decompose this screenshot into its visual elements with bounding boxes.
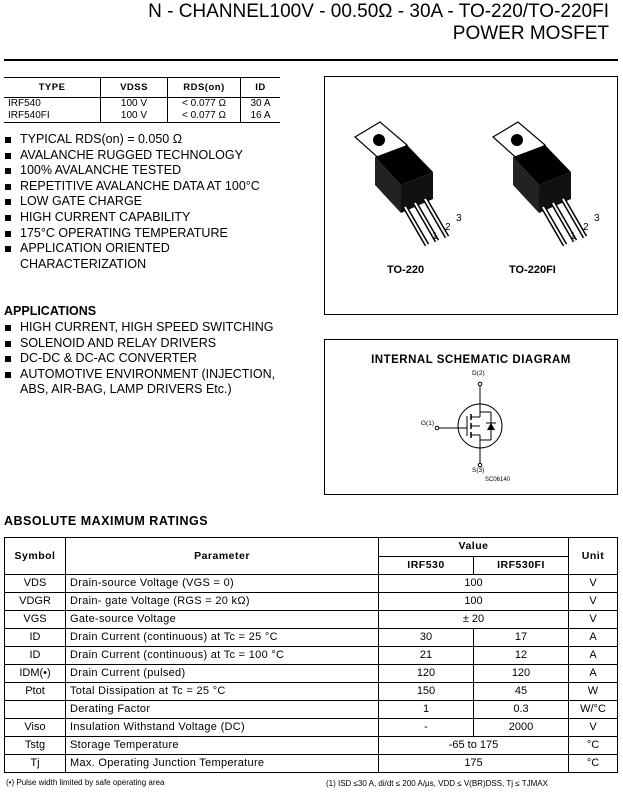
bullet-icon bbox=[5, 153, 11, 159]
table-row bbox=[5, 647, 618, 665]
value-cell: 175 bbox=[379, 755, 569, 773]
value-cell: 12 bbox=[474, 647, 569, 665]
package-box bbox=[324, 76, 618, 315]
list-item bbox=[4, 210, 304, 226]
unit-cell: °C bbox=[569, 755, 618, 773]
list-item bbox=[4, 320, 304, 336]
symbol-cell: VDS bbox=[5, 575, 66, 593]
feature-text: TYPICAL RDS(on) = 0.050 Ω bbox=[20, 132, 183, 146]
list-item bbox=[4, 241, 200, 272]
rdson-cell: < 0.077 Ω bbox=[168, 98, 241, 111]
value-sub-header: IRF530FI bbox=[474, 556, 569, 575]
unit-cell: V bbox=[569, 611, 618, 629]
feature-text: AVALANCHE RUGGED TECHNOLOGY bbox=[20, 147, 243, 162]
feature-text: 175°C OPERATING TEMPERATURE bbox=[20, 225, 228, 240]
application-text: SOLENOID AND RELAY DRIVERS bbox=[20, 335, 217, 350]
mosfet-symbol-icon bbox=[325, 340, 617, 494]
list-item bbox=[4, 367, 305, 398]
header-rule bbox=[4, 59, 618, 61]
parameter-cell: Drain Current (pulsed) bbox=[66, 665, 379, 683]
parameter-cell: Drain Current (continuous) at Tc = 100 °C bbox=[66, 647, 379, 665]
parameter-cell: Max. Operating Junction Temperature bbox=[66, 755, 379, 773]
unit-cell: W/°C bbox=[569, 701, 618, 719]
applications-heading: APPLICATIONS bbox=[4, 304, 97, 318]
table-row bbox=[5, 719, 618, 737]
pin-label: 2 bbox=[445, 222, 451, 233]
value-cell: -65 to 175 bbox=[379, 737, 569, 755]
table-row bbox=[5, 755, 618, 773]
rdson-header: RDS(on) bbox=[168, 78, 241, 98]
application-text: DC-DC & DC-AC CONVERTER bbox=[20, 351, 197, 366]
list-item bbox=[4, 194, 304, 210]
table-row bbox=[5, 611, 618, 629]
gate-label: G(1) bbox=[421, 420, 434, 427]
unit-cell: W bbox=[569, 683, 618, 701]
value-cell: 0.3 bbox=[474, 701, 569, 719]
value-cell: 100 bbox=[379, 593, 569, 611]
unit-cell: V bbox=[569, 593, 618, 611]
id-cell: 30 A bbox=[241, 98, 281, 111]
type-header: TYPE bbox=[4, 78, 101, 98]
value-cell: 21 bbox=[379, 647, 474, 665]
symbol-cell: Viso bbox=[5, 719, 66, 737]
type-cell: IRF540FI bbox=[4, 110, 101, 123]
drain-label: D(2) bbox=[472, 370, 485, 377]
value-cell: 1 bbox=[379, 701, 474, 719]
vdss-cell: 100 V bbox=[101, 110, 168, 123]
feature-text: LOW GATE CHARGE bbox=[20, 194, 143, 209]
symbol-cell: VDGR bbox=[5, 593, 66, 611]
parameter-cell: Drain Current (continuous) at Tc = 25 °C bbox=[66, 629, 379, 647]
document-title: N - CHANNEL100V - 00.50Ω - 30A - TO-220/TO-220FI bbox=[148, 1, 609, 22]
parameter-cell: Derating Factor bbox=[66, 701, 379, 719]
value-cell: 150 bbox=[379, 683, 474, 701]
parameter-cell: Drain-source Voltage (VGS = 0) bbox=[66, 575, 379, 593]
id-cell: 16 A bbox=[241, 110, 281, 123]
bullet-icon bbox=[5, 372, 11, 378]
table-row bbox=[5, 665, 618, 683]
value-cell: 120 bbox=[379, 665, 474, 683]
table-row bbox=[5, 701, 618, 719]
symbol-header: Symbol bbox=[5, 538, 66, 575]
symbol-cell: VGS bbox=[5, 611, 66, 629]
schematic-box bbox=[324, 339, 618, 495]
parameter-cell: Storage Temperature bbox=[66, 737, 379, 755]
bullet-icon bbox=[5, 231, 11, 237]
parameter-cell: Insulation Withstand Voltage (DC) bbox=[66, 719, 379, 737]
symbol-cell: ID bbox=[5, 647, 66, 665]
pin-label: 3 bbox=[594, 213, 600, 224]
bullet-icon bbox=[5, 246, 11, 252]
value-cell: ± 20 bbox=[379, 611, 569, 629]
application-text: AUTOMOTIVE ENVIRONMENT (INJECTION, ABS, AIR-BAG, LAMP DRIVERS Etc.) bbox=[20, 366, 276, 397]
table-row bbox=[4, 98, 280, 111]
rdson-cell: < 0.077 Ω bbox=[168, 110, 241, 123]
feature-text: HIGH CURRENT CAPABILITY bbox=[20, 209, 191, 224]
unit-cell: V bbox=[569, 575, 618, 593]
ratings-table bbox=[4, 537, 618, 773]
list-item bbox=[4, 163, 304, 179]
symbol-cell: Tj bbox=[5, 755, 66, 773]
table-row bbox=[5, 737, 618, 755]
list-item bbox=[4, 132, 304, 148]
list-item bbox=[4, 179, 304, 195]
feature-text: 100% AVALANCHE TESTED bbox=[20, 163, 182, 178]
table-row bbox=[5, 629, 618, 647]
value-cell: 100 bbox=[379, 575, 569, 593]
value-cell: 2000 bbox=[474, 719, 569, 737]
to220-package-icon bbox=[355, 122, 447, 245]
value-cell: 17 bbox=[474, 629, 569, 647]
list-item bbox=[4, 148, 304, 164]
parameter-cell: Drain- gate Voltage (RGS = 20 kΩ) bbox=[66, 593, 379, 611]
symbol-cell: Tstg bbox=[5, 737, 66, 755]
pin-label: 1 bbox=[570, 231, 576, 242]
list-item bbox=[4, 351, 304, 367]
value-cell: 120 bbox=[474, 665, 569, 683]
value-cell: 30 bbox=[379, 629, 474, 647]
applications-list bbox=[4, 320, 304, 398]
bullet-icon bbox=[5, 356, 11, 362]
source-label: S(3) bbox=[472, 467, 485, 474]
schematic-title: INTERNAL SCHEMATIC DIAGRAM bbox=[371, 354, 571, 366]
unit-cell: V bbox=[569, 719, 618, 737]
list-item bbox=[4, 336, 304, 352]
footnote-right: (1) ISD ≤30 A, di/dt ≤ 200 A/μs, VDD ≤ V(BR)DSS, Tj ≤ TJMAX bbox=[326, 779, 548, 788]
pin-label: 3 bbox=[456, 213, 462, 224]
package-illustration bbox=[325, 77, 617, 314]
symbol-cell: ID bbox=[5, 629, 66, 647]
bullet-icon bbox=[5, 325, 11, 331]
table-row bbox=[4, 110, 280, 123]
features-list bbox=[4, 132, 304, 272]
pin-label: 2 bbox=[583, 222, 589, 233]
bullet-icon bbox=[5, 137, 11, 143]
footnote-left: (•) Pulse width limited by safe operating area bbox=[6, 778, 165, 787]
value-sub-header: IRF530 bbox=[379, 556, 474, 575]
table-row bbox=[5, 575, 618, 593]
symbol-cell bbox=[5, 701, 66, 719]
bullet-icon bbox=[5, 215, 11, 221]
vdss-header: VDSS bbox=[101, 78, 168, 98]
bullet-icon bbox=[5, 199, 11, 205]
list-item bbox=[4, 226, 304, 242]
to220-label: TO-220 bbox=[387, 264, 425, 276]
value-cell: - bbox=[379, 719, 474, 737]
bullet-icon bbox=[5, 168, 11, 174]
feature-text: REPETITIVE AVALANCHE DATA AT 100°C bbox=[20, 178, 260, 193]
symbol-cell: IDM(•) bbox=[5, 665, 66, 683]
schematic-code: SC06140 bbox=[485, 477, 511, 483]
bullet-icon bbox=[5, 184, 11, 190]
feature-text: APPLICATION ORIENTED CHARACTERIZATION bbox=[20, 241, 170, 271]
to220fi-label: TO-220FI bbox=[509, 264, 556, 276]
bullet-icon bbox=[5, 341, 11, 347]
symbol-cell: Ptot bbox=[5, 683, 66, 701]
vdss-cell: 100 V bbox=[101, 98, 168, 111]
unit-cell: °C bbox=[569, 737, 618, 755]
parameter-header: Parameter bbox=[66, 538, 379, 575]
document-subtitle: POWER MOSFET bbox=[452, 23, 609, 44]
id-header: ID bbox=[241, 78, 281, 98]
unit-header: Unit bbox=[569, 538, 618, 575]
parameter-cell: Total Dissipation at Tc = 25 °C bbox=[66, 683, 379, 701]
application-text: HIGH CURRENT, HIGH SPEED SWITCHING bbox=[20, 320, 274, 334]
value-header: Value bbox=[379, 538, 569, 557]
type-cell: IRF540 bbox=[8, 98, 41, 109]
table-row bbox=[5, 593, 618, 611]
unit-cell: A bbox=[569, 665, 618, 683]
to220fi-package-icon bbox=[493, 122, 585, 245]
pin-label: 1 bbox=[432, 231, 438, 242]
unit-cell: A bbox=[569, 629, 618, 647]
unit-cell: A bbox=[569, 647, 618, 665]
type-table bbox=[4, 77, 280, 123]
value-cell: 45 bbox=[474, 683, 569, 701]
ratings-heading: ABSOLUTE MAXIMUM RATINGS bbox=[4, 514, 209, 528]
parameter-cell: Gate-source Voltage bbox=[66, 611, 379, 629]
table-row bbox=[5, 683, 618, 701]
